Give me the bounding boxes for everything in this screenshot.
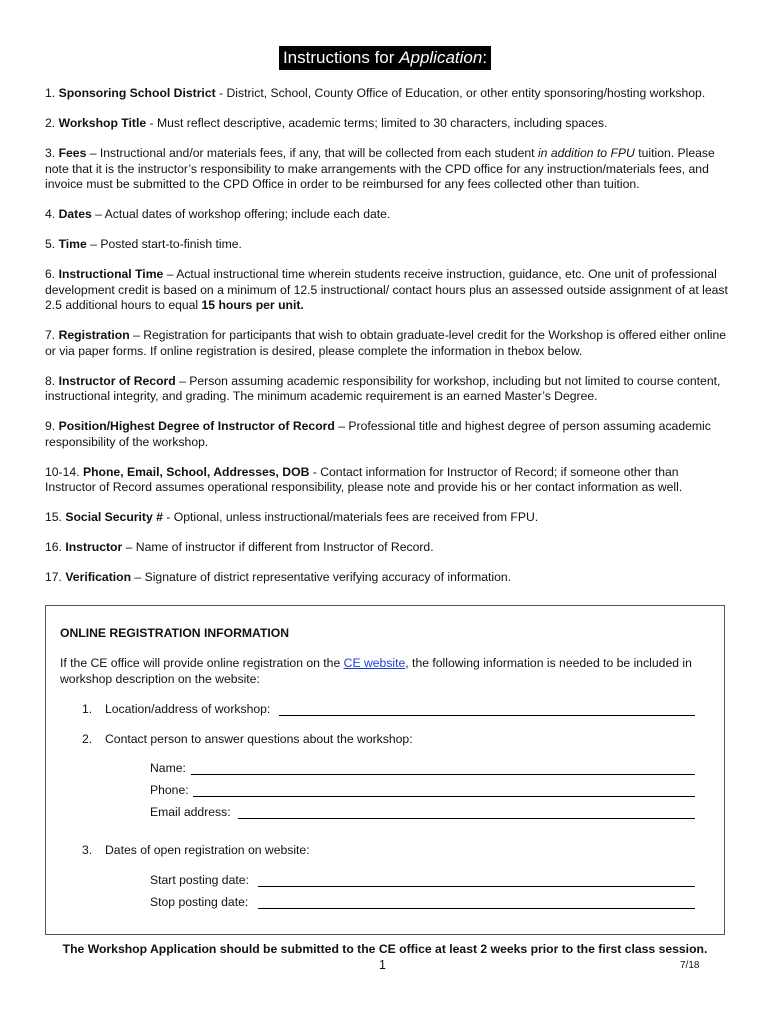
instruction-item: 8. Instructor of Record – Person assuming academic responsibility for workshop, including but not limited to course content, instructional integrity, and grading. The minimum academic requirement is an earned Master’s Degree. [45, 373, 721, 403]
location-line[interactable] [279, 715, 695, 716]
instruction-item: 4. Dates – Actual dates of workshop offering; include each date. [45, 207, 391, 221]
page-title: Instructions for Application: [0, 46, 770, 70]
page-number: 1 [379, 958, 386, 972]
instruction-item: 15. Social Security # - Optional, unless instructional/materials fees are received from FPU. [45, 510, 539, 524]
instruction-item: 10-14. Phone, Email, School, Addresses, DOB - Contact information for Instructor of Record; if someone other than Instructor of Record assumes operational responsibility, please note and provide his or her contact information as well. [45, 464, 683, 494]
box-intro: If the CE office will provide online registration on the CE website, the following information is needed to be included in workshop description on the website: [60, 656, 692, 686]
revision-date: 7/18 [680, 960, 700, 971]
instruction-item: 5. Time – Posted start-to-finish time. [45, 237, 242, 251]
instruction-list [45, 86, 730, 600]
instruction-item: 16. Instructor – Name of instructor if different from Instructor of Record. [45, 540, 434, 554]
start-date-line[interactable] [258, 886, 695, 887]
phone-line[interactable] [193, 796, 695, 797]
instruction-item: 7. Registration – Registration for participants that wish to obtain graduate-level credit for the Workshop is offered either online or via paper forms. If online registration is desired, please complete the information in thebox below. [45, 328, 727, 358]
instruction-item: 9. Position/Highest Degree of Instructor of Record – Professional title and highest degree of person assuming academic responsibility of the workshop. [45, 419, 711, 449]
email-line[interactable] [238, 818, 695, 819]
instruction-item: 2. Workshop Title - Must reflect descriptive, academic terms; limited to 30 characters, including spaces. [45, 116, 608, 130]
online-registration-box: ONLINE REGISTRATION INFORMATION If the CE office will provide online registration on the CE website, the following information is needed to be included in workshop description on the website: 1. Location/address of workshop: 2. Contact person to answer questions about the workshop: Name: Phone: Email address: 3. Dates of open registration on website: Start posting date: Stop posting date: [45, 605, 725, 935]
ce-website-link[interactable]: CE website [343, 656, 406, 670]
stop-date-line[interactable] [258, 908, 695, 909]
submission-note: The Workshop Application should be submitted to the CE office at least 2 weeks prior to the first class session. [62, 942, 708, 956]
instruction-item: 6. Instructional Time – Actual instructional time wherein students receive instruction, guidance, etc. One unit of professional development credit is based on a minimum of 12.5 instructional/ contact hours plus an assessed outside assignment of at least 2.5 additional hours to equal 15 hours per unit. [45, 267, 728, 312]
instruction-item: 17. Verification – Signature of district representative verifying accuracy of information. [45, 570, 512, 584]
name-line[interactable] [191, 774, 695, 775]
instruction-item: 1. Sponsoring School District - District, School, County Office of Education, or other entity sponsoring/hosting workshop. [45, 86, 706, 100]
instruction-item: 3. Fees – Instructional and/or materials fees, if any, that will be collected from each student in addition to FPU tuition. Please note that it is the instructor’s responsibility to make arrangements with the CPD office for any instruction/materials fees, and invoice must be submitted to the CPD Office in order to be reimbursed for any fees collected other than tuition. [45, 146, 715, 191]
box-heading: ONLINE REGISTRATION INFORMATION [60, 626, 290, 640]
